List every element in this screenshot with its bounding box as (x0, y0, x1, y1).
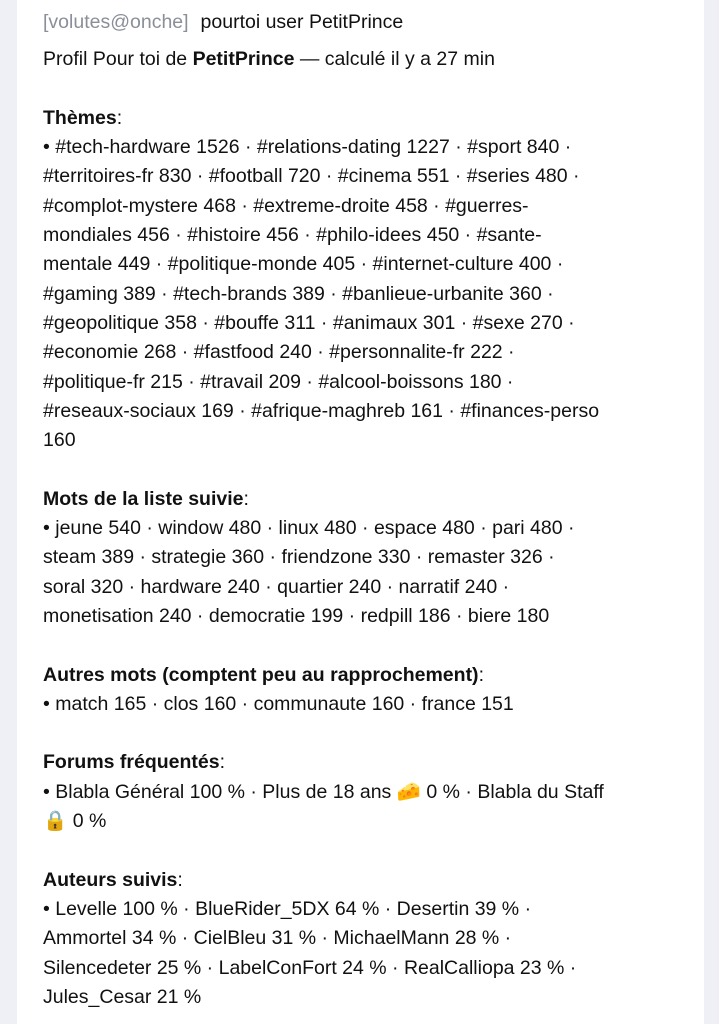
section-forums (43, 748, 679, 836)
section-title: Forums fréquentés: (43, 751, 226, 774)
command-text: pourtoi user PetitPrince (200, 11, 404, 33)
section-other-words (43, 661, 679, 720)
section-line: #geopolitique 358 · #bouffe 311 · #animaux 301 · #sexe 270 · (43, 311, 575, 334)
subtitle-suffix: — calculé il y a 27 min (294, 48, 495, 71)
section-line: 🔒 0 % (43, 810, 107, 833)
section-line: Silencedeter 25 % · LabelConFort 24 % · RealCalliopa 23 % · (43, 956, 577, 979)
section-line: #economie 268 · #fastfood 240 · #personnalite-fr 222 · (43, 341, 515, 364)
section-line: #territoires-fr 830 · #football 720 · #cinema 551 · #series 480 · (43, 165, 580, 188)
section-line: #reseaux-sociaux 169 · #afrique-maghreb 161 · #finances-perso (43, 399, 600, 422)
section-title: Thèmes: (43, 106, 123, 129)
section-line: • match 165 · clos 160 · communaute 160 · france 151 (43, 692, 514, 715)
section-themes (43, 104, 679, 456)
section-line: mondiales 456 · #histoire 456 · #philo-idees 450 · #sante- (43, 224, 542, 247)
section-line: steam 389 · strategie 360 · friendzone 330 · remaster 326 · (43, 546, 555, 569)
section-line: monetisation 240 · democratie 199 · redpill 186 · biere 180 (43, 604, 550, 627)
section-title: Mots de la liste suivie: (43, 487, 249, 510)
bot-handle: [volutes@onche] (43, 11, 189, 33)
section-tracked-words (43, 485, 679, 631)
subtitle-prefix: Profil Pour toi de (43, 48, 193, 71)
section-title: Autres mots (comptent peu au rapprochement): (43, 663, 484, 686)
section-line: 160 (43, 429, 76, 452)
section-line: • #tech-hardware 1526 · #relations-dating 1227 · #sport 840 · (43, 136, 572, 159)
section-line: Jules_Cesar 21 % (43, 985, 202, 1008)
message-card (17, 0, 704, 1024)
section-title: Auteurs suivis: (43, 868, 183, 891)
profile-subtitle (43, 45, 679, 74)
section-line: • Blabla Général 100 % · Plus de 18 ans 🧀 0 % · Blabla du Staff (43, 780, 604, 803)
section-line: Ammortel 34 % · CielBleu 31 % · MichaelMann 28 % · (43, 927, 512, 950)
section-line: #gaming 389 · #tech-brands 389 · #banlieue-urbanite 360 · (43, 282, 554, 305)
section-line: • Levelle 100 % · BlueRider_5DX 64 % · Desertin 39 % · (43, 897, 532, 920)
section-line: soral 320 · hardware 240 · quartier 240 · narratif 240 · (43, 575, 510, 598)
section-line: #complot-mystere 468 · #extreme-droite 458 · #guerres- (43, 194, 529, 217)
command-line (43, 8, 679, 37)
profile-username: PetitPrince (192, 48, 295, 71)
section-line: #politique-fr 215 · #travail 209 · #alcool-boissons 180 · (43, 370, 514, 393)
section-authors (43, 866, 679, 1012)
section-line: mentale 449 · #politique-monde 405 · #internet-culture 400 · (43, 253, 564, 276)
message-content (43, 8, 679, 1012)
section-line: • jeune 540 · window 480 · linux 480 · espace 480 · pari 480 · (43, 517, 575, 540)
